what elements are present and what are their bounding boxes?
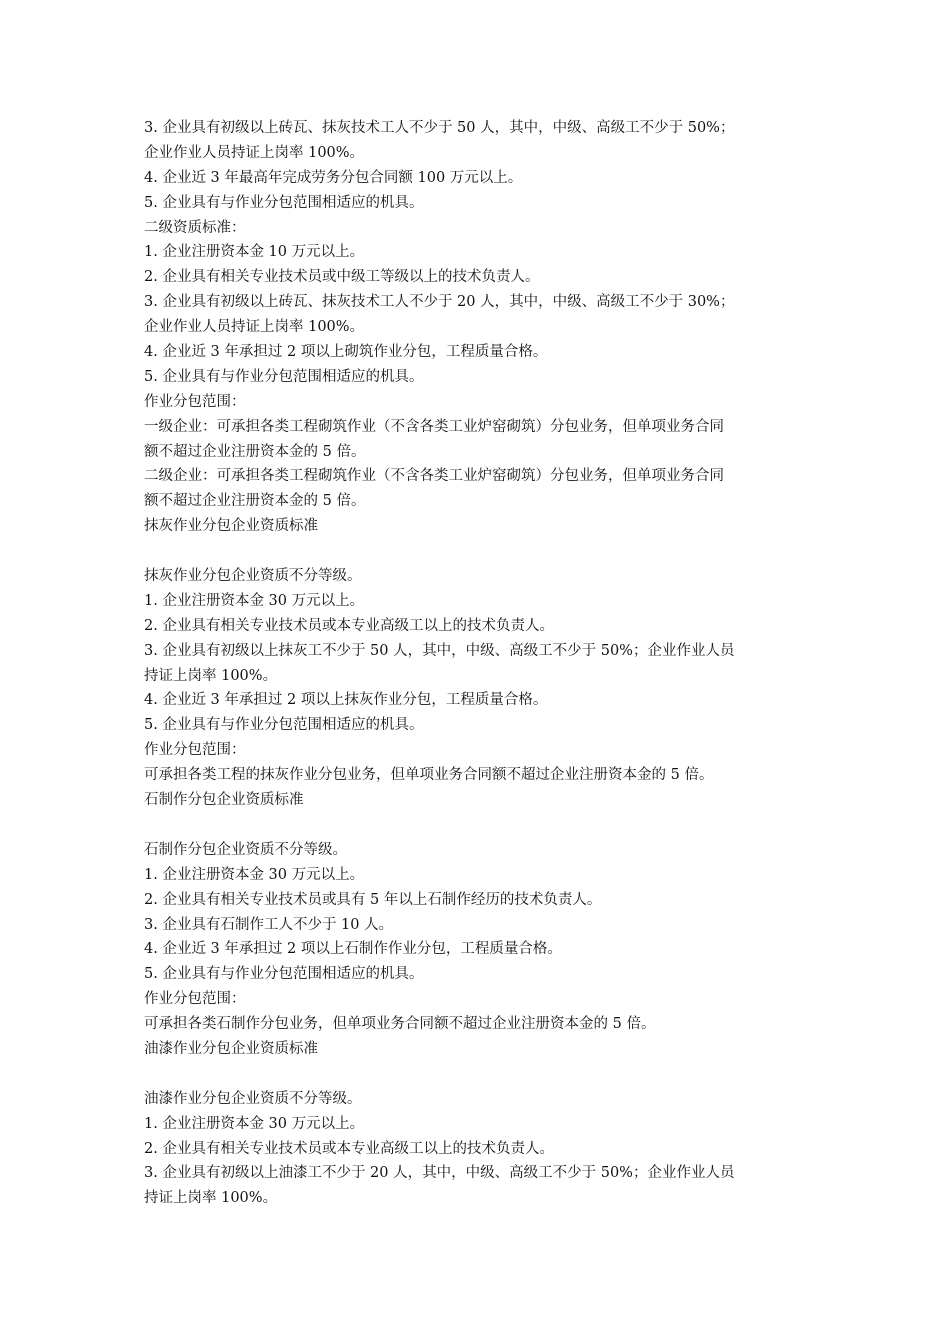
- text-line: 抹灰作业分包企业资质标准: [144, 518, 318, 535]
- text-line: 3. 企业具有初级以上砖瓦、抹灰技术工人不少于 50 人，其中，中级、高级工不少于 50%；: [144, 120, 735, 136]
- text-line: 5. 企业具有与作业分包范围相适应的机具。: [144, 966, 424, 983]
- text-line: 3. 企业具有初级以上砖瓦、抹灰技术工人不少于 20 人，其中，中级、高级工不少于 30%；: [144, 294, 735, 311]
- text-line: 2. 企业具有相关专业技术员或具有 5 年以上石制作经历的技术负责人。: [144, 891, 602, 908]
- document-body: [144, 116, 814, 1211]
- text-line: 1. 企业注册资本金 30 万元以上。: [144, 1115, 365, 1132]
- text-line: 抹灰作业分包企业资质不分等级。: [144, 568, 362, 585]
- text-line: 一级企业：可承担各类工程砌筑作业（不含各类工业炉窑砌筑）分包业务，但单项业务合同: [144, 418, 724, 435]
- text-line: 油漆作业分包企业资质标准: [144, 1040, 318, 1057]
- text-line: 1. 企业注册资本金 30 万元以上。: [144, 866, 365, 883]
- text-line: 作业分包范围：: [144, 742, 246, 759]
- text-line: 二级企业：可承担各类工程砌筑作业（不含各类工业炉窑砌筑）分包业务，但单项业务合同: [144, 468, 724, 485]
- text-line: 5. 企业具有与作业分包范围相适应的机具。: [144, 368, 424, 385]
- text-line: 1. 企业注册资本金 30 万元以上。: [144, 592, 365, 609]
- text-line: 企业作业人员持证上岗率 100%。: [144, 144, 365, 161]
- blank-line: [144, 813, 814, 838]
- text-line: 4. 企业近 3 年承担过 2 项以上石制作作业分包，工程质量合格。: [144, 941, 562, 958]
- text-line: 2. 企业具有相关专业技术员或本专业高级工以上的技术负责人。: [144, 1140, 554, 1157]
- text-line: 持证上岗率 100%。: [144, 1190, 278, 1207]
- text-line: 额不超过企业注册资本金的 5 倍。: [144, 493, 366, 510]
- blank-line: [144, 539, 814, 564]
- text-line: 1. 企业注册资本金 10 万元以上。: [144, 244, 365, 261]
- text-line: 作业分包范围：: [144, 991, 246, 1008]
- text-line: 5. 企业具有与作业分包范围相适应的机具。: [144, 194, 424, 211]
- text-line: 4. 企业近 3 年最高年完成劳务分包合同额 100 万元以上。: [144, 169, 523, 186]
- text-line: 4. 企业近 3 年承担过 2 项以上砌筑作业分包，工程质量合格。: [144, 344, 548, 361]
- text-line: 可承担各类工程的抹灰作业分包业务，但单项业务合同额不超过企业注册资本金的 5 倍。: [144, 767, 714, 784]
- text-line: 3. 企业具有初级以上抹灰工不少于 50 人，其中，中级、高级工不少于 50%；企业作业人员: [144, 642, 735, 659]
- blank-line: [144, 1062, 814, 1087]
- text-line: 2. 企业具有相关专业技术员或本专业高级工以上的技术负责人。: [144, 617, 554, 634]
- text-line: 5. 企业具有与作业分包范围相适应的机具。: [144, 717, 424, 734]
- text-line: 油漆作业分包企业资质不分等级。: [144, 1090, 362, 1107]
- text-line: 可承担各类石制作分包业务，但单项业务合同额不超过企业注册资本金的 5 倍。: [144, 1016, 656, 1033]
- text-line: 2. 企业具有相关专业技术员或中级工等级以上的技术负责人。: [144, 269, 540, 286]
- text-line: 额不超过企业注册资本金的 5 倍。: [144, 443, 366, 460]
- text-line: 石制作分包企业资质标准: [144, 792, 304, 809]
- text-line: 4. 企业近 3 年承担过 2 项以上抹灰作业分包，工程质量合格。: [144, 692, 548, 709]
- text-line: 企业作业人员持证上岗率 100%。: [144, 319, 365, 336]
- text-line: 石制作分包企业资质不分等级。: [144, 841, 347, 858]
- text-line: 作业分包范围：: [144, 393, 246, 410]
- text-line: 二级资质标准：: [144, 219, 246, 236]
- text-line: 持证上岗率 100%。: [144, 667, 278, 684]
- text-line: 3. 企业具有初级以上油漆工不少于 20 人，其中，中级、高级工不少于 50%；企业作业人员: [144, 1165, 735, 1182]
- text-line: 3. 企业具有石制作工人不少于 10 人。: [144, 916, 394, 933]
